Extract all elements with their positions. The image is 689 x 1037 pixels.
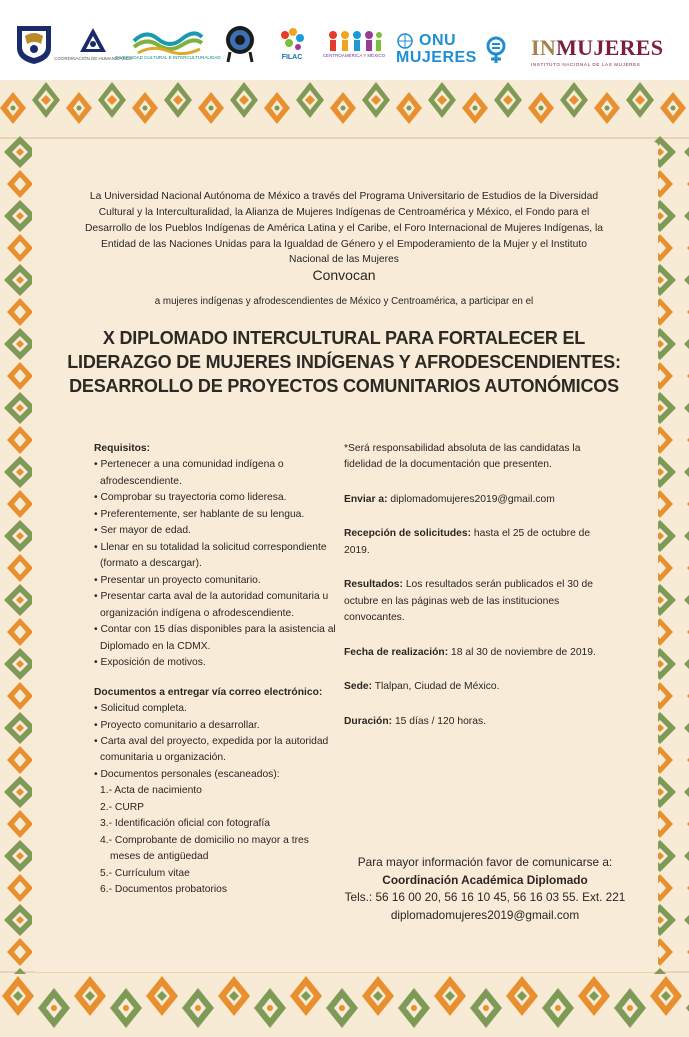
requisito-item: • Presentar un proyecto comunitario. — [94, 574, 261, 586]
inmujeres-part1: IN — [531, 35, 557, 60]
documentos-heading: Documentos a entregar vía correo electrónico: — [94, 686, 323, 698]
responsibility-note: *Será responsabilidad absoluta de las candidatas la fidelidad de la documentación que presenten. — [344, 443, 581, 471]
requisito-item: • Preferentemente, ser hablante de su lengua. — [94, 508, 305, 520]
onu-mujeres-logo — [396, 32, 516, 66]
duracion-row — [344, 714, 606, 730]
puic-wave-icon — [132, 27, 204, 55]
requisito-item: • Pertenecer a una comunidad indígena o afrodescendiente. — [94, 459, 284, 487]
contact-block — [330, 854, 640, 925]
unam-seal-icon — [13, 22, 55, 66]
resultados-row — [344, 577, 606, 626]
onu-line1: ONU — [419, 32, 457, 49]
diplomado-title: X DIPLOMADO INTERCULTURAL PARA FORTALECER EL LIDERAZGO DE MUJERES INDÍGENAS Y AFRODESCENDIENTES: DESARROLLO DE PROYECTOS COMUNITARIOS AUTONÓMICOS — [67, 328, 621, 396]
documento-subitem: 5.- Currículum vitae — [100, 867, 190, 879]
sede-value: Tlalpan, Ciudad de México. — [374, 681, 500, 693]
alianza-logo — [322, 20, 386, 68]
filac-caption: FILAC — [281, 53, 303, 61]
sede-row — [344, 679, 606, 695]
enviar-email[interactable]: diplomadomujeres2019@gmail.com — [390, 493, 555, 505]
triangle-emblem-icon — [78, 26, 108, 56]
requisito-item: • Ser mayor de edad. — [94, 525, 191, 537]
documento-subitem: 6.- Documentos probatorios — [100, 884, 228, 896]
logo-band — [0, 0, 689, 80]
documento-subitem: 4.- Comprobante de domicilio no mayor a tres meses de antigüedad — [100, 834, 309, 863]
alianza-caption: CENTROAMÉRICA Y MÉXICO — [322, 53, 386, 59]
resultados-label: Resultados: — [344, 579, 403, 591]
convocan-heading: Convocan — [312, 267, 376, 283]
left-column — [94, 441, 340, 899]
filac-dots-icon — [277, 27, 307, 53]
right-column — [344, 441, 606, 730]
puic-caption: DIVERSIDAD CULTURAL E INTERCULTURALIDAD — [115, 55, 221, 61]
documento-item: • Solicitud completa. — [94, 703, 187, 715]
resultados-value: Los resultados serán publicados el 30 de octubre en las páginas web de las instituciones convocantes. — [344, 579, 593, 624]
inmujeres-logo — [531, 35, 687, 71]
coordinacion-caption: COORDINACIÓN DE HUMANIDADES — [54, 56, 132, 62]
requisito-item: • Comprobar su trayectoria como lideresa. — [94, 492, 287, 504]
requisito-item: • Presentar carta aval de la autoridad comunitaria u organización indígena o afrodescendiente. — [94, 591, 329, 619]
enviar-label: Enviar a: — [344, 493, 388, 505]
onu-line2: MUJERES — [396, 49, 477, 66]
contact-coordination: Coordinación Académica Diplomado — [382, 872, 588, 887]
coordinacion-humanidades-logo — [54, 20, 132, 68]
sede-label: Sede: — [344, 681, 373, 693]
contact-email[interactable]: diplomadomujeres2019@gmail.com — [390, 908, 580, 923]
puic-logo — [115, 20, 221, 68]
fimi-logo — [220, 20, 260, 68]
requisito-item: • Llenar en su totalidad la solicitud correspondiente (formato a descargar). — [94, 541, 327, 570]
contact-phones: Tels.: 56 16 00 20, 56 16 10 45, 56 16 03 55. Ext. 221 — [344, 890, 626, 905]
un-emblem-icon — [396, 33, 414, 49]
documento-subitem: 2.- CURP — [100, 801, 145, 813]
filac-logo — [268, 20, 316, 68]
alianza-women-icon — [325, 29, 383, 53]
requisito-item: • Contar con 15 días disponibles para la asistencia al Diplomado en la CDMX. — [94, 624, 336, 652]
documento-subitem: 3.- Identificación oficial con fotografía — [100, 818, 270, 830]
fecha-value: 18 al 30 de noviembre de 2019. — [451, 646, 596, 658]
duracion-label: Duración: — [344, 715, 393, 727]
equality-symbol-icon — [482, 36, 510, 64]
inmujeres-part2: MUJERES — [556, 35, 664, 60]
contact-intro: Para mayor información favor de comunicarse a: — [357, 855, 613, 869]
inmujeres-subtitle: INSTITUTO NACIONAL DE LAS MUJERES — [531, 62, 641, 67]
requisitos-heading: Requisitos: — [94, 443, 151, 454]
enviar-row — [344, 492, 606, 508]
fecha-label: Fecha de realización: — [344, 646, 449, 658]
documento-item: • Documentos personales (escaneados): — [94, 768, 280, 780]
unam-logo — [10, 20, 58, 68]
recepcion-label: Recepción de solicitudes: — [344, 528, 472, 540]
fimi-seal-icon — [222, 24, 258, 64]
requisito-item: • Exposición de motivos. — [94, 657, 206, 669]
recepcion-row — [344, 526, 606, 559]
recepcion-value: hasta el 25 de octubre de 2019. — [344, 528, 591, 556]
documento-item: • Proyecto comunitario a desarrollar. — [94, 719, 260, 731]
documento-item: • Carta aval del proyecto, expedida por la autoridad comunitaria u organización. — [94, 735, 329, 764]
intro-paragraph: La Universidad Nacional Autónoma de México a través del Programa Universitario de Estudios de la Diversidad Cultural y la Interculturalidad, la Alianza de Mujeres Indígenas de Centroamérica y México, el Fondo para el Desarrollo de los Pueblos Indígenas de América Latina y el Caribe, el Foro Internacional de Mujeres Indígenas, la Entidad de las Naciones Unidas para la Igualdad de Género y el Empoderamiento de la Mujer y el Instituto Nacional de las Mujeres — [84, 191, 603, 266]
duracion-value: 15 días / 120 horas. — [394, 715, 486, 727]
documento-subitem: 1.- Acta de nacimiento — [100, 785, 202, 797]
convocan-subtitle: a mujeres indígenas y afrodescendientes de México y Centroamérica, a participar en el — [154, 296, 534, 307]
fecha-row — [344, 645, 606, 661]
